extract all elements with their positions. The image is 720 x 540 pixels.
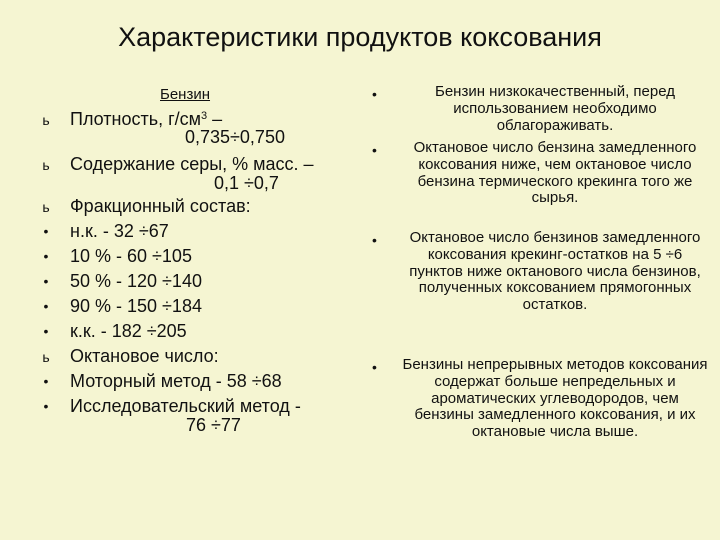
item-text: 50 % - 120 ÷140 — [70, 271, 202, 291]
slide-title: Характеристики продуктов коксования — [118, 22, 602, 52]
check-bullet-icon: ь — [42, 349, 50, 365]
item-continuation: 76 ÷77 — [186, 415, 241, 435]
right-list-item: Бензины непрерывных методов коксования содержат больше непредельных и ароматических углеводородов, чем бензины замедленного коксования, и их октановые числа выше. — [402, 356, 708, 441]
dot-bullet-icon: • — [372, 86, 377, 102]
item-text: н.к. - 32 ÷67 — [70, 221, 169, 241]
item-text: Фракционный состав: — [70, 196, 251, 216]
right-list-item: Октановое число бензина замедленного коксования ниже, чем октановое число бензина термического крекинга того же сырья. — [413, 139, 697, 207]
subheading: Бензин — [160, 86, 211, 103]
item-text-after: – — [207, 109, 223, 129]
item-text: Плотность, г/см — [70, 109, 202, 129]
dot-bullet-icon: • — [372, 232, 377, 248]
item-text: Исследовательский метод - — [70, 396, 301, 416]
dot-bullet-icon: • — [43, 398, 49, 414]
item-continuation: 0,1 ÷0,7 — [214, 173, 279, 193]
dot-bullet-icon: • — [43, 248, 49, 264]
dot-bullet-icon: • — [43, 298, 49, 314]
item-text: Содержание серы, % масс. – — [70, 154, 314, 174]
item-text: Моторный метод - 58 ÷68 — [70, 371, 282, 391]
check-bullet-icon: ь — [42, 112, 50, 128]
dot-bullet-icon: • — [43, 273, 49, 289]
item-text: к.к. - 182 ÷205 — [70, 321, 187, 341]
check-bullet-icon: ь — [42, 157, 50, 173]
item-text: Октановое число: — [70, 346, 219, 366]
right-list-item: Бензин низкокачественный, перед использованием необходимо облагораживать. — [435, 83, 675, 134]
dot-bullet-icon: • — [372, 359, 377, 375]
item-text: 90 % - 150 ÷184 — [70, 296, 202, 316]
check-bullet-icon: ь — [42, 199, 50, 215]
dot-bullet-icon: • — [372, 142, 377, 158]
right-list-item: Октановое число бензинов замедленного коксования крекинг-остатков на 5 ÷6 пунктов ниже октанового числа бензинов, полученных коксованием прямогонных остатков. — [409, 229, 701, 314]
item-text: 10 % - 60 ÷105 — [70, 246, 192, 266]
dot-bullet-icon: • — [43, 223, 49, 239]
dot-bullet-icon: • — [43, 323, 49, 339]
item-continuation: 0,735÷0,750 — [185, 127, 285, 147]
dot-bullet-icon: • — [43, 373, 49, 389]
superscript: 3 — [201, 110, 208, 122]
